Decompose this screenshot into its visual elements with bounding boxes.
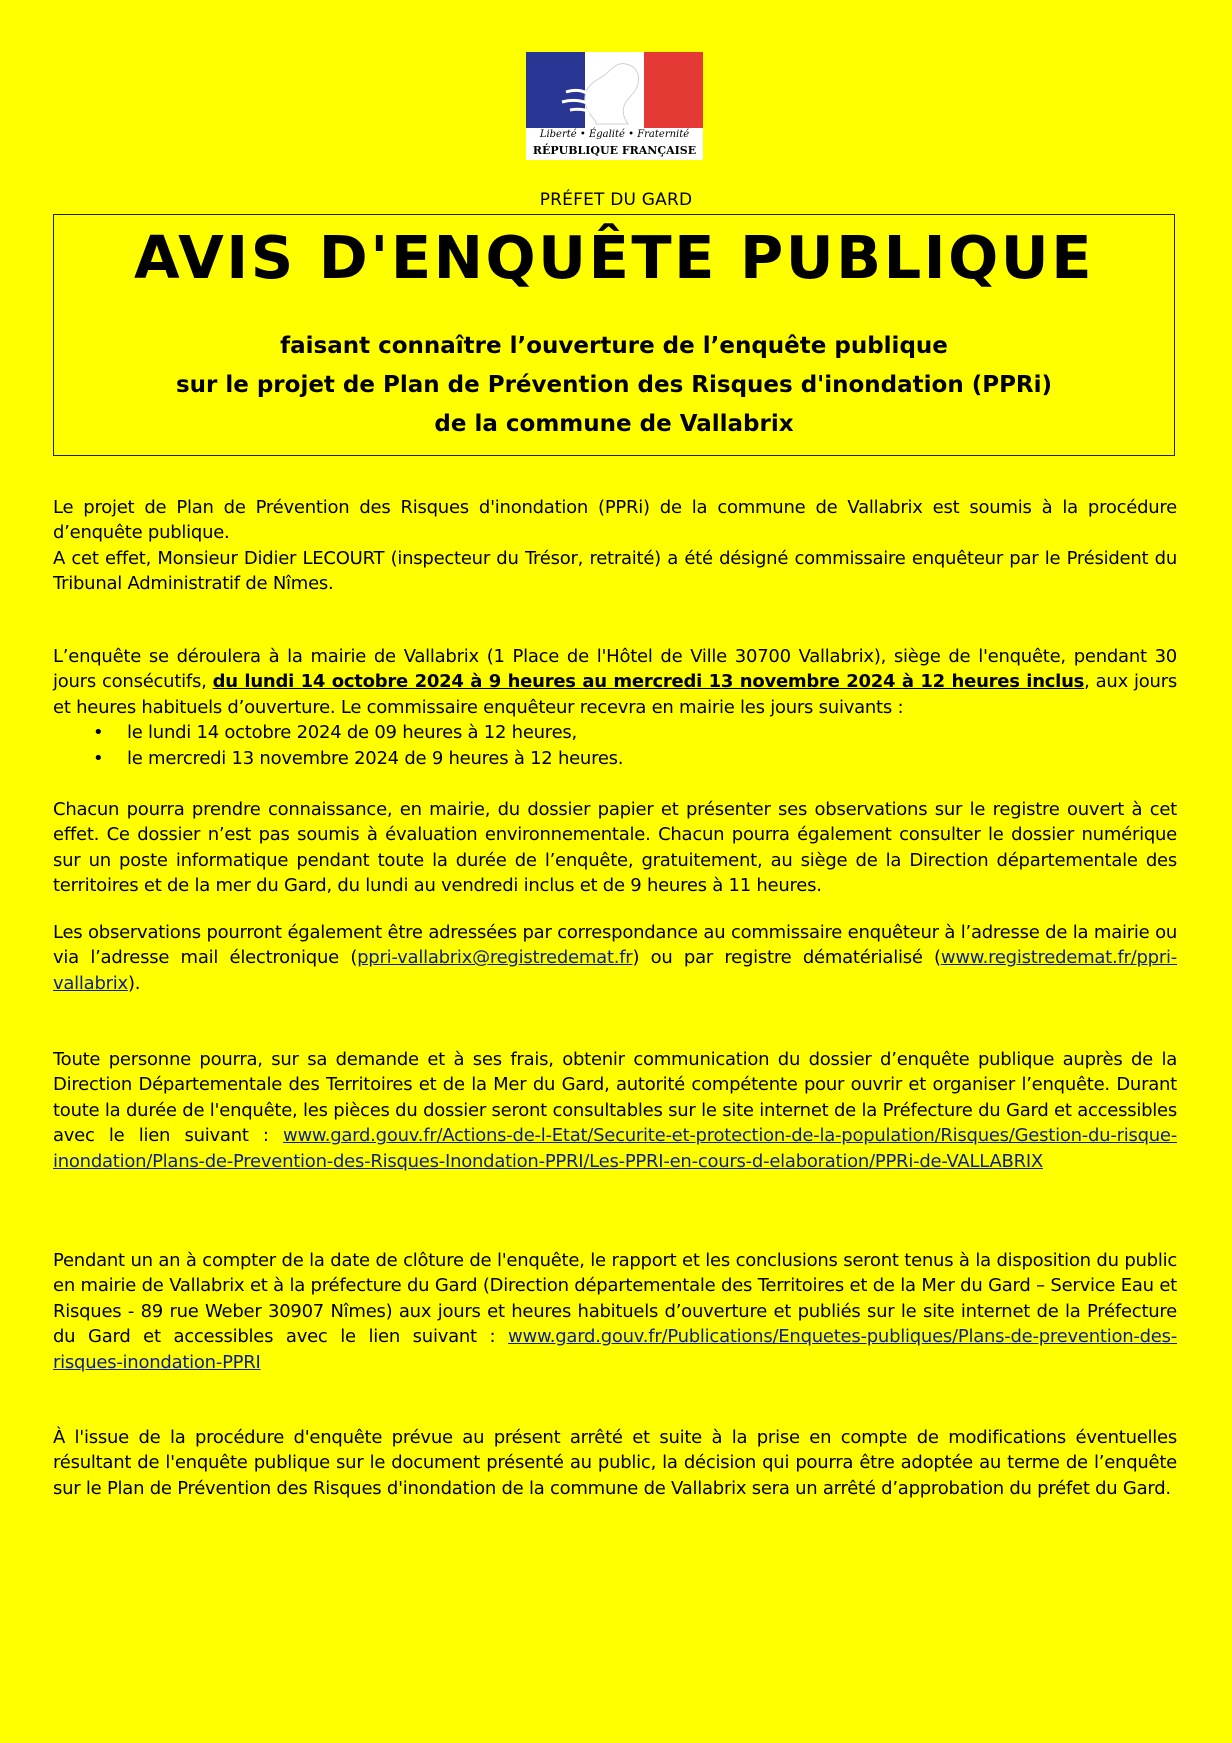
republic-text: RÉPUBLIQUE FRANÇAISE bbox=[532, 144, 697, 157]
paragraph-text bbox=[53, 644, 1177, 720]
paragraph-decision: À l'issue de la procédure d'enquête prévue au présent arrêté et suite à la prise en compte de modifications éventuelles résultant de l'enquête publique sur le document présenté au public, la décision qui pourra être adoptée au terme de l’enquête sur le Plan de Prévention des Risques d'inondation de la commune de Vallabrix sera un arrêté d’approbation du préfet du Gard. bbox=[53, 1427, 1177, 1499]
paragraph-text-end: , aux jours et heures habituels d’ouverture. Le commissaire enquêteur recevra en mairie les jours suivants : bbox=[53, 671, 1177, 718]
list-item: • le mercredi 13 novembre 2024 de 9 heures à 12 heures. bbox=[53, 746, 1177, 771]
bullet-icon: • bbox=[93, 747, 104, 769]
paragraph-observations: Les observations pourront également être adressées par correspondance au commissaire enquêteur à l’adresse de la mairie ou via l’adresse mail électronique (ppri-vallabrix@registredemat.fr) ou par registre dématérialisé (www.registredemat.fr/ppri-vallabrix). bbox=[53, 922, 1177, 994]
paragraph-consultation: Chacun pourra prendre connaissance, en mairie, du dossier papier et présenter ses observations sur le registre ouvert à cet effet. Ce dossier n’est pas soumis à évaluation environnementale. Chacun pourra également consulter le dossier numérique sur un poste informatique pendant toute la durée de l’enquête, gratuitement, au siège de la Direction départementale des territoires et de la mer du Gard, du lundi au vendredi inclus et de 9 heures à 11 heures. bbox=[53, 799, 1177, 897]
permanence-list bbox=[53, 720, 1177, 771]
subtitle-line: de la commune de Vallabrix bbox=[434, 411, 794, 437]
subtitle bbox=[54, 327, 1174, 444]
paragraph-text-start: L’enquête se déroulera à la mairie de Vallabrix (1 Place de l'Hôtel de Ville 30700 Vallabrix), siège de l'enquête, pendant 30 jours consécutifs, bbox=[53, 646, 1177, 693]
page-title: AVIS D'ENQUÊTE PUBLIQUE bbox=[133, 223, 1094, 292]
paragraph-text: Le projet de Plan de Prévention des Risques d'inondation (PPRi) de la commune de Vallabrix est soumis à la procédure d’enquête publique. bbox=[53, 497, 1177, 544]
paragraph-dates bbox=[53, 644, 1177, 771]
marianne-flag bbox=[526, 52, 703, 128]
paragraph-communication: Toute personne pourra, sur sa demande et à ses frais, obtenir communication du dossier d’enquête publique auprès de la Direction Départementale des Territoires et de la Mer du Gard, autorité compétente pour ouvrir et organiser l’enquête. Durant toute la durée de l'enquête, les pièces du dossier seront consultables sur le site internet de la Préfecture du Gard et accessibles avec le lien suivant : www.gard.gouv.fr/Actions-de-l-Etat/Securite-et-protection-de-la-population/Risques/Gestion-du-risque-inondation/Plans-de-Prevention-des-Risques-Inondation-PPRI/Les-PPRI-en-cours-d-elaboration/PPRi-de-VALLABRIX bbox=[53, 1049, 1177, 1172]
dossier-link[interactable]: www.gard.gouv.fr/Actions-de-l-Etat/Securite-et-protection-de-la-population/Risques/Gestion-du-risque-inondation/Plans-de-Prevention-des-Risques-Inondation-PPRI/Les-PPRI-en-cours-d-elaboration/PPRi-de-VALLABRIX bbox=[53, 1125, 1177, 1172]
title-box bbox=[53, 214, 1175, 456]
bullet-icon: • bbox=[93, 722, 104, 744]
subtitle-line: sur le projet de Plan de Prévention des Risques d'inondation (PPRi) bbox=[175, 372, 1053, 398]
prefet-label: PRÉFET DU GARD bbox=[539, 190, 693, 210]
paragraph-rapport: Pendant un an à compter de la date de clôture de l'enquête, le rapport et les conclusions seront tenus à la disposition du public en mairie de Vallabrix et à la préfecture du Gard (Direction départementale des Territoires et de la Mer du Gard – Service Eau et Risques - 89 rue Weber 30907 Nîmes) aux jours et heures habituels d’ouverture et publiés sur le site internet de la Préfecture du Gard et accessibles avec le lien suivant : www.gard.gouv.fr/Publications/Enquetes-publiques/Plans-de-prevention-des-risques-inondation-PPRI bbox=[53, 1250, 1177, 1373]
motto-text: Liberté • Égalité • Fraternité bbox=[539, 129, 690, 140]
list-item: • le lundi 14 octobre 2024 de 09 heures à 12 heures, bbox=[53, 720, 1177, 745]
marianne-icon bbox=[526, 52, 703, 128]
republique-francaise-logo bbox=[526, 52, 703, 160]
paragraph-intro bbox=[53, 495, 1177, 597]
registre-link[interactable]: www.registredemat.fr/ppri-vallabrix bbox=[53, 947, 1177, 994]
enquiry-dates: du lundi 14 octobre 2024 à 9 heures au mercredi 13 novembre 2024 à 12 heures inclus bbox=[212, 671, 1085, 693]
email-link[interactable]: ppri-vallabrix@registredemat.fr bbox=[357, 947, 633, 969]
publications-link[interactable]: www.gard.gouv.fr/Publications/Enquetes-publiques/Plans-de-prevention-des-risques-inondation-PPRI bbox=[53, 1326, 1177, 1373]
subtitle-line: faisant connaître l’ouverture de l’enquête publique bbox=[280, 333, 948, 359]
paragraph-text: A cet effet, Monsieur Didier LECOURT (inspecteur du Trésor, retraité) a été désigné commissaire enquêteur par le Président du Tribunal Administratif de Nîmes. bbox=[53, 547, 1177, 595]
